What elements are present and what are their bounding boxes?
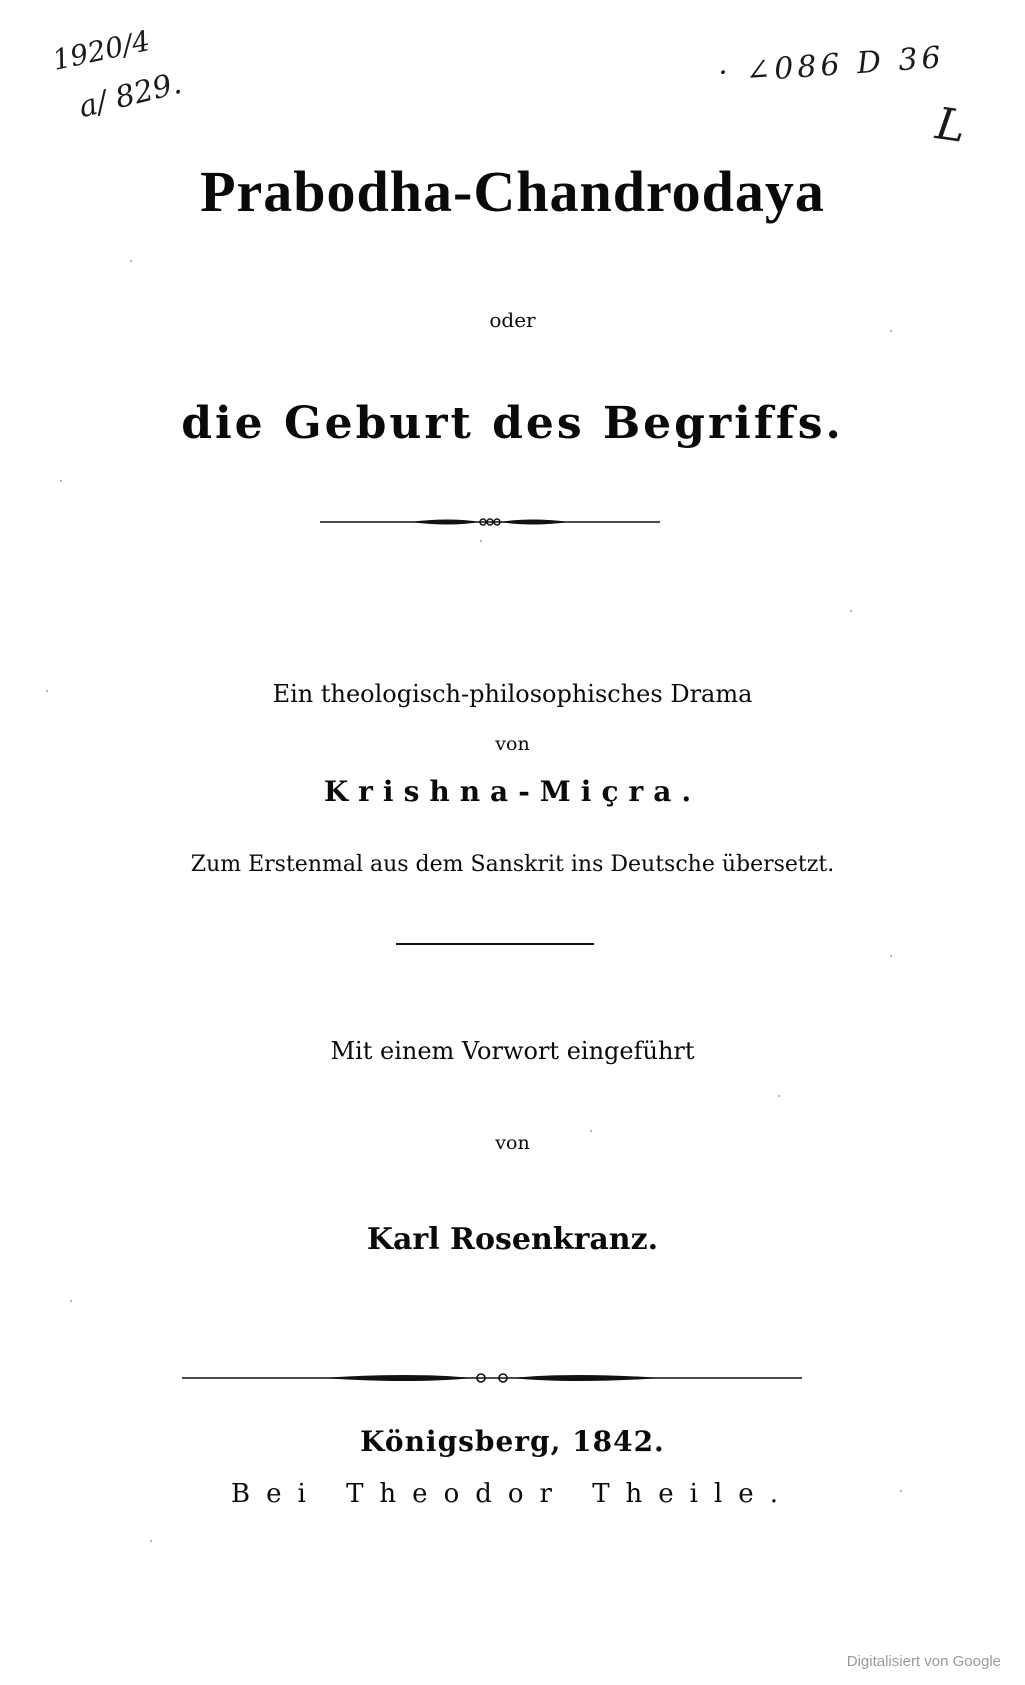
paper-speck [60, 480, 62, 482]
author-name: Krishna-Miçra. [323, 775, 702, 808]
paper-speck [130, 260, 132, 262]
editor-name: Karl Rosenkranz. [366, 1222, 659, 1257]
paper-speck [150, 1540, 152, 1542]
page-title: Prabodha-Chandrodaya [200, 159, 825, 224]
shelfmark-right-letter: L [932, 98, 969, 153]
ornamental-rule-bottom [182, 1370, 802, 1386]
paper-speck [900, 1490, 902, 1492]
shelfmark-right-number: · ∠086 D 36 [717, 40, 946, 91]
translation-note: Zum Erstenmal aus dem Sanskrit ins Deutsche übersetzt. [190, 852, 835, 877]
digitization-credit: Digitalisiert von Google [846, 1653, 1001, 1670]
subtitle: die Geburt des Begriffs. [181, 398, 844, 449]
von-text-1: von [495, 733, 530, 755]
imprint-publisher: Bei Theodor Theile. [231, 1479, 794, 1509]
paper-speck [890, 330, 892, 332]
oder-text: oder [489, 308, 536, 332]
imprint-place-year: Königsberg, 1842. [360, 1425, 665, 1458]
divider-rule [396, 943, 594, 945]
von-text-2: von [495, 1132, 530, 1154]
paper-speck [70, 1300, 72, 1302]
shelfmark-line1: 1920/4 [49, 24, 153, 77]
shelfmark-line2: a/ 829. [75, 65, 186, 126]
paper-speck [850, 610, 852, 612]
paper-speck [46, 690, 48, 692]
drama-description: Ein theologisch-philosophisches Drama [272, 680, 753, 708]
paper-speck [590, 1130, 592, 1132]
paper-speck [778, 1095, 780, 1097]
paper-speck [480, 540, 482, 542]
paper-speck [890, 955, 892, 957]
foreword-note: Mit einem Vorwort eingeführt [330, 1037, 695, 1065]
ornamental-rule-top [320, 514, 660, 530]
